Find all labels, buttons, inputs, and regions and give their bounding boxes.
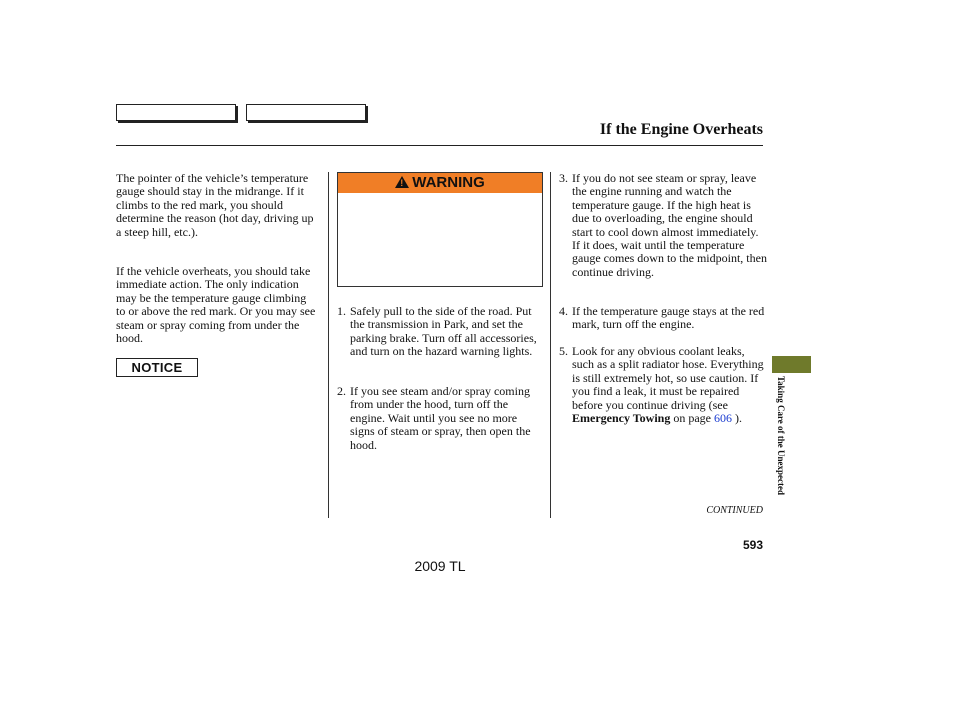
nav-button-table-of-contents[interactable] [246,104,366,121]
column-divider-right [550,172,551,518]
page-number: 593 [742,538,763,552]
footer-model: 2009 TL [414,558,466,574]
continued-label: CONTINUED [706,505,763,516]
warning-triangle-icon: ! [395,176,409,188]
column-divider-left [328,172,329,518]
nav-button-main-menu[interactable] [116,104,236,121]
overheat-paragraph: If the vehicle overheats, you should take immediate action. The only indication may be the temperature gauge climbing to or above the red mark. Or you may see steam or spray coming from under the hood. [116,264,316,346]
list-item: 5. Look for any obvious coolant leaks, such as a split radiator hose. Everything is still extremely hot, so use caution. If you find a leak, it must be repaired before you continue driving (see Emergency Towing on page 606 ). [559,344,764,426]
list-item: 1. Safely pull to the side of the road. Put the transmission in Park, and set the parking brake. Turn off all accessories, and turn on the hazard warning lights. [337,304,537,359]
page-606-link[interactable]: 606 [714,411,732,426]
warning-label: WARNING [412,174,485,191]
emergency-towing-reference: Emergency Towing [572,411,671,426]
notice-label: NOTICE [116,358,198,377]
page-title: If the Engine Overheats [599,121,763,138]
intro-paragraph: The pointer of the vehicle’s temperature gauge should stay in the midrange. If it climbs to the red mark, you should determine the reason (hot day, driving up a steep hill, etc.). [116,171,314,239]
warning-box [337,172,543,287]
list-item: 3. If you do not see steam or spray, leave the engine running and watch the temperature gauge. If the high heat is due to overloading, the engine should start to cool down almost immediately. If it does, wait until the temperature gauge comes down to the midpoint, then continue driving. [559,171,767,279]
section-tab[interactable] [772,356,811,373]
title-rule [116,145,763,146]
list-item: 4. If the temperature gauge stays at the red mark, turn off the engine. [559,304,765,332]
warning-header [338,173,542,193]
list-item: 2. If you see steam and/or spray coming from under the hood, turn off the engine. Wait until you see no more signs of steam or spray, then open the hood. [337,384,531,452]
section-label: Taking Care of the Unexpected [776,376,786,495]
